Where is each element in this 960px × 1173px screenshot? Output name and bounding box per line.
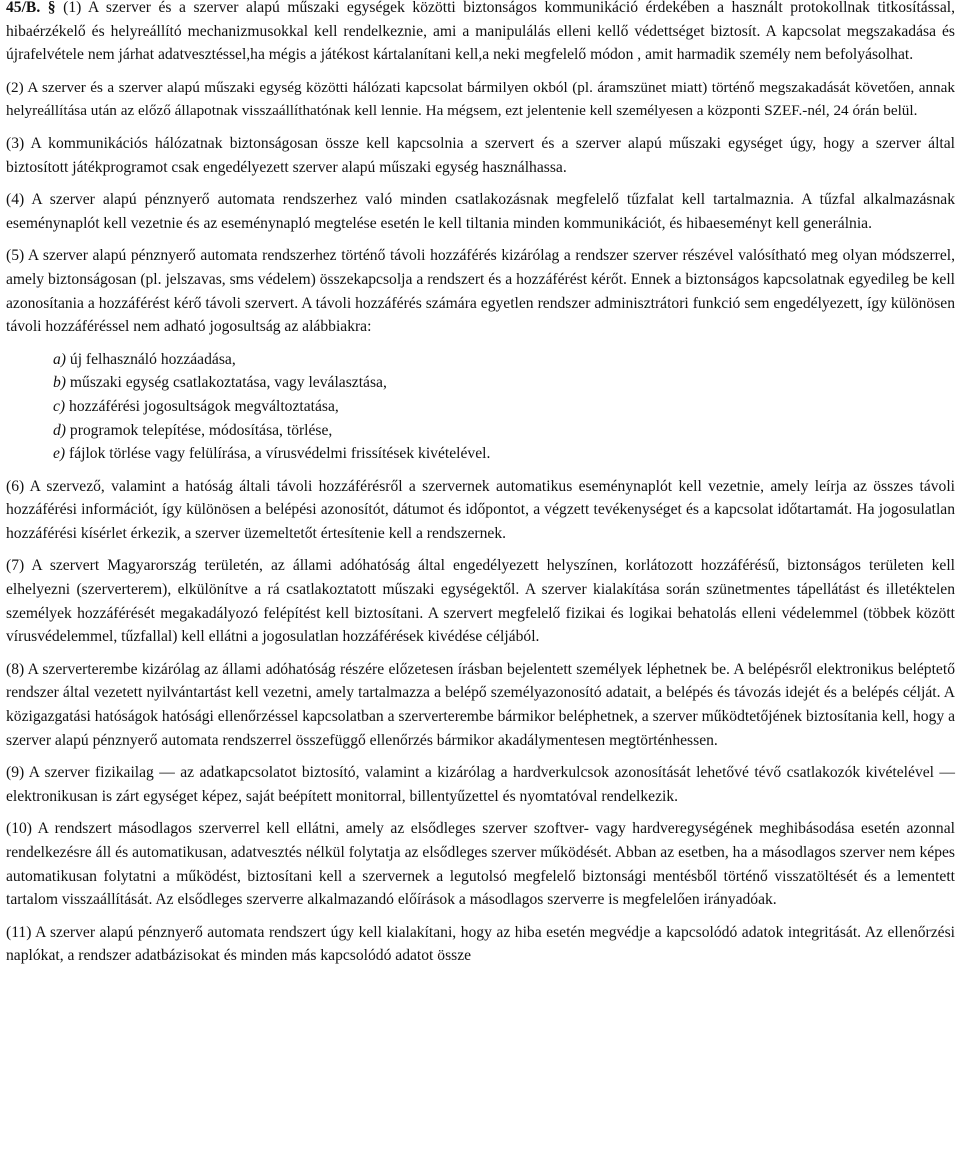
list-marker: e): [53, 445, 66, 463]
list-item-text: műszaki egység csatlakoztatása, vagy leválasztása,: [66, 374, 387, 392]
paragraph-7: (7) A szervert Magyarország területén, az állami adóhatóság által engedélyezett helyszínen, korlátozott hozzáférésű, biztonságos területen kell elhelyezni (szerverterem), elkülönítve a rá csatlakoztatott műszaki egységektől. A szerver kialakítása során szünetmentes tápellátást és illetéktelen személyek hozzáférését megakadályozó felépítést kell biztosítani. A szervert megfelelő fizikai és logikai behatolás elleni védelemmel (többek között vírusvédelemmel, tűzfallal) kell ellátni a jogosulatlan hozzáférések kivédése céljából.: [6, 557, 955, 646]
list-item-text: programok telepítése, módosítása, törlése,: [66, 421, 333, 439]
paragraph-4: (4) A szerver alapú pénznyerő automata rendszerhez való minden csatlakozásnak megfelelő tűzfalat kell tartalmaznia. A tűzfal alkalmazásnak eseménynaplót kell vezetnie és az eseménynapló megtelése esetén le kell tiltania minden kommunikációt, és hibaeseményt kell generálnia.: [6, 191, 955, 232]
list-item-text: hozzáférési jogosultságok megváltoztatása,: [65, 397, 339, 415]
list-item: [53, 348, 955, 372]
paragraph-1: [6, 0, 955, 67]
paragraph-6: (6) A szervező, valamint a hatóság általi távoli hozzáférésről a szervernek automatikus eseménynaplót kell vezetnie, amely leírja az összes távoli hozzáférési információt, így különösen a belépési azonosítót, dátumot és időpontot, a végzett tevékenységet és a kapcsolat időtartamát. Ha jogosulatlan hozzáférési kísérlet érkezik, a szerver üzemeltetőt értesítenie kell a rendszernek.: [6, 477, 955, 542]
list-marker: a): [53, 350, 66, 368]
list-item-text: fájlok törlése vagy felülírása, a vírusvédelmi frissítések kivételével.: [65, 445, 491, 463]
list-item-text: új felhasználó hozzáadása,: [66, 350, 236, 368]
list-marker: d): [53, 421, 66, 439]
paragraph-2: (2) A szerver és a szerver alapú műszaki egység közötti hálózati kapcsolat bármilyen okból (pl. áramszünet miatt) történő megszakadását követően, annak helyreállítása után az előző állapotnak visszaállíthatónak kell lennie. Ha mégsem, ezt jelentenie kell személyesen a központi SZEF.-nél, 24 órán belül.: [6, 78, 955, 120]
section-number: 45/B. §: [6, 0, 56, 16]
list-item: [53, 395, 955, 419]
paragraph-3: (3) A kommunikációs hálózatnak biztonságosan össze kell kapcsolnia a szervert és a szerver alapú műszaki egységet úgy, hogy a szerver által biztosított játékprogramot csak engedélyezett szerver alapú műszaki egység használhassa.: [6, 134, 955, 176]
paragraph-8: (8) A szerverterembe kizárólag az állami adóhatóság részére előzetesen írásban bejelentett személyek léphetnek be. A belépésről elektronikus beléptető rendszer által vezetett nyilvántartást kell vezetni, amely tartalmazza a belépő személyazonosító adatait, a belépés és távozás idejét és a belépés célját. A közigazgatási hatóságok hatósági ellenőrzéssel kapcsolatban a szerverterembe bármikor beléphetnek, a szerver működtetőjének biztosítania kell, hogy a szerver alapú pénznyerő automata rendszerrel összefüggő ellenőrzés bármikor akadálymentesen megtörténhessen.: [6, 660, 955, 749]
paragraph-11: (11) A szerver alapú pénznyerő automata rendszert úgy kell kialakítani, hogy az hiba esetén megvédje a kapcsolódó adatok integritását. Az ellenőrzési naplókat, a rendszer adatbázisokat és minden más kapcsolódó adatot össze: [6, 923, 955, 965]
list-marker: c): [53, 397, 66, 415]
paragraph-1-text: (1) A szerver és a szerver alapú műszaki egységek közötti biztonságos kommunikáció érdekében a használt protokollnak titkosítással, hibaérzékelő és helyreállító mechanizmusokkal kell rendelkeznie, ami a manipulálás elleni kellő védettséget biztosít. A kapcsolat megszakadása és újrafelvétele nem járhat adatvesztéssel,ha mégis a játékost kártalanítani kell,a neki megfelelő módon , amit harmadik személy nem befolyásolhat.: [6, 0, 956, 64]
paragraph-10: (10) A rendszert másodlagos szerverrel kell ellátni, amely az elsődleges szerver szoftver- vagy hardveregységének meghibásodása esetén azonnal rendelkezésre áll és automatikusan, adatvesztés nélkül folytatja az elsődleges szerver működését. Abban az esetben, ha a másodlagos szerver nem képes automatikusan folytatni a működést, biztosítani kell a szervernek a legutolsó megfelelő biztonsági mentésből történő visszatöltését és a lementett tartalom visszaállítását. Az elsődleges szerverre alkalmazandó előírások a másodlagos szerverre is megfelelően irányadóak.: [6, 820, 955, 909]
paragraph-9: (9) A szerver fizikailag — az adatkapcsolatot biztosító, valamint a kizárólag a hardverkulcsok azonosítását lehetővé tévő csatlakozók kivételével — elektronikusan is zárt egységet képez, saját beépített monitorral, billentyűzettel és nyomtatóval rendelkezik.: [6, 764, 955, 805]
paragraph-5: (5) A szerver alapú pénznyerő automata rendszerhez történő távoli hozzáférés kizárólag a rendszer szerver részével valósítható meg olyan módszerrel, amely biztonságosan (pl. jelszavas, sms védelem) összekapcsolja a rendszert és a hozzáférést kérőt. Ennek a biztonságos kapcsolatnak egyedileg be kell azonosítania a hozzáférést kérő távoli szervert. A távoli hozzáférés számára egyetlen rendszer adminisztrátori funkció sem engedélyezett, így különösen távoli hozzáféréssel nem adható jogosultság az alábbiakra:: [6, 247, 955, 336]
list-item: [53, 442, 955, 466]
prohibited-functions-list: [53, 348, 955, 466]
list-marker: b): [53, 374, 66, 392]
list-item: [53, 371, 955, 395]
list-item: [53, 419, 955, 443]
